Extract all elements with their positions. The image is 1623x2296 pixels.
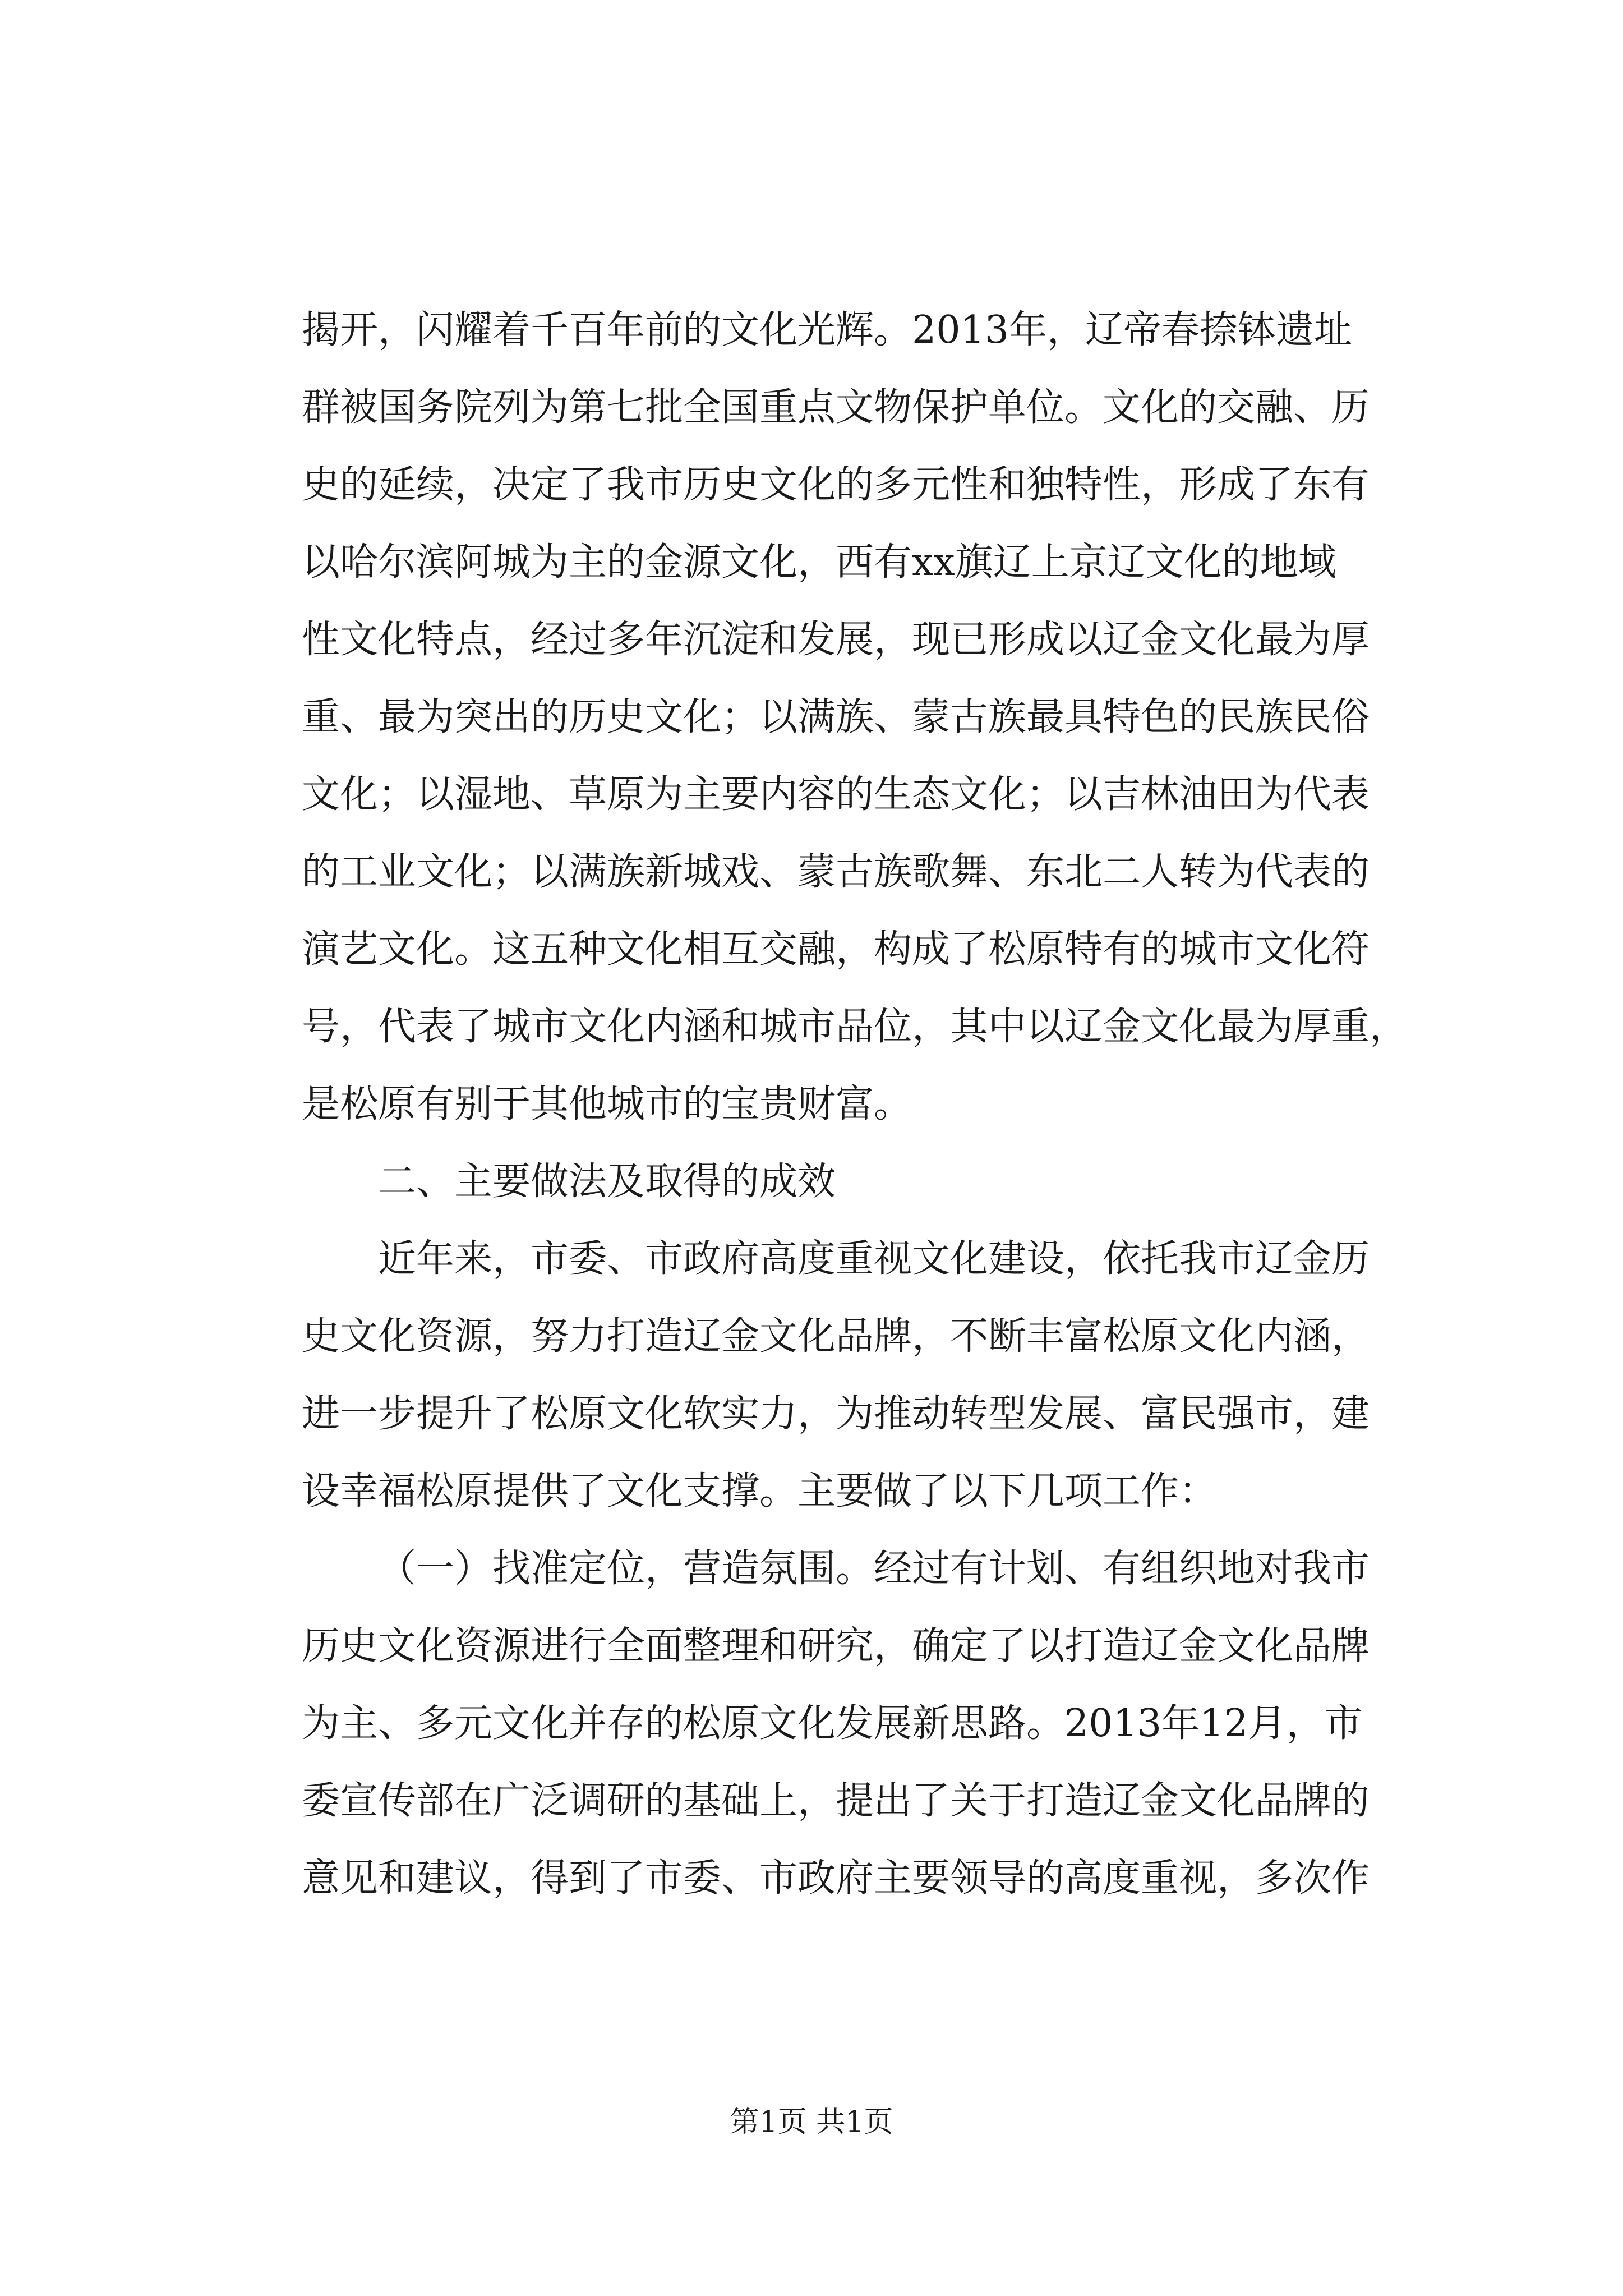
text-line: 意见和建议，得到了市委、市政府主要领导的高度重视，多次作 <box>302 1856 1370 1901</box>
text-line: 史的延续，决定了我市历史文化的多元性和独特性，形成了东有 <box>302 463 1370 507</box>
text-line: 历史文化资源进行全面整理和研究，确定了以打造辽金文化品牌 <box>302 1624 1370 1668</box>
text-line: （一）找准定位，营造氛围。经过有计划、有组织地对我市 <box>378 1547 1370 1591</box>
text-line: 进一步提升了松原文化软实力，为推动转型发展、富民强市，建 <box>302 1392 1370 1436</box>
text-line: 以哈尔滨阿城为主的金源文化，西有xx旗辽上京辽文化的地域 <box>302 540 1336 585</box>
page-footer: 第1页 共1页 <box>730 2105 893 2139</box>
text-line: 史文化资源，努力打造辽金文化品牌，不断丰富松原文化内涵， <box>302 1314 1370 1359</box>
text-line: 的工业文化；以满族新城戏、蒙古族歌舞、东北二人转为代表的 <box>302 850 1370 894</box>
text-line: 揭开，闪耀着千百年前的文化光辉。2013年，辽帝春捺钵遗址 <box>302 308 1353 352</box>
text-line: 演艺文化。这五种文化相互交融，构成了松原特有的城市文化符 <box>302 927 1370 972</box>
document-body <box>302 292 1408 1917</box>
text-line: 号，代表了城市文化内涵和城市品位，其中以辽金文化最为厚重， <box>302 1005 1408 1049</box>
text-line: 是松原有别于其他城市的宝贵财富。 <box>302 1082 912 1126</box>
text-line: 设幸福松原提供了文化支撑。主要做了以下几项工作： <box>302 1469 1218 1513</box>
text-line: 委宣传部在广泛调研的基础上，提出了关于打造辽金文化品牌的 <box>302 1779 1370 1823</box>
section-heading: 二、主要做法及取得的成效 <box>378 1159 836 1204</box>
text-line: 为主、多元文化并存的松原文化发展新思路。2013年12月，市 <box>302 1701 1363 1746</box>
text-line: 文化；以湿地、草原为主要内容的生态文化；以吉林油田为代表 <box>302 772 1370 817</box>
text-line: 群被国务院列为第七批全国重点文物保护单位。文化的交融、历 <box>302 385 1370 430</box>
text-line: 重、最为突出的历史文化；以满族、蒙古族最具特色的民族民俗 <box>302 695 1370 739</box>
text-line: 性文化特点，经过多年沉淀和发展，现已形成以辽金文化最为厚 <box>302 618 1370 662</box>
text-line: 近年来，市委、市政府高度重视文化建设，依托我市辽金历 <box>378 1237 1370 1281</box>
